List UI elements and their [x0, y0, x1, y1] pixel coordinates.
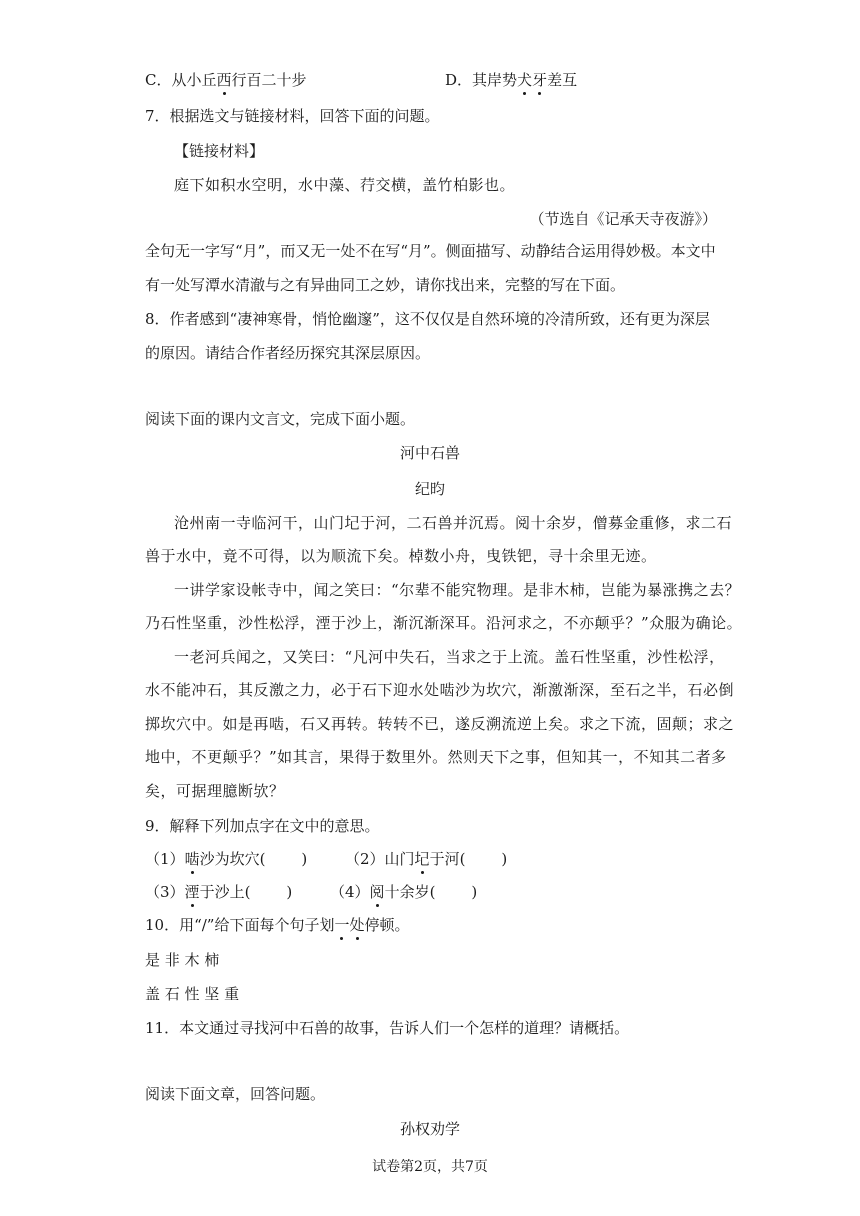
- link-material-text: 庭下如积水空明，水中藻、荇交横，盖竹柏影也。: [174, 176, 516, 194]
- page-footer: 试卷第2页，共7页: [372, 1159, 488, 1175]
- passage-line: 一老河兵闻之，又笑曰：“凡河中失石，当求之于上流。盖石性坚重，沙性松浮，: [174, 648, 725, 666]
- dotted-char: 啮: [184, 850, 200, 868]
- dotted-char: 一: [334, 916, 350, 934]
- passage-title-2: 孙权劝学: [399, 1120, 460, 1138]
- question-10-text-rest: 停顿。: [364, 916, 410, 934]
- option-d-dotted-char-2: 牙: [532, 71, 548, 89]
- dotted-char: 阅: [369, 883, 385, 901]
- question-10: [145, 915, 410, 935]
- option-c-text-rest: 行百二十步: [231, 71, 307, 89]
- option-c-text: 从小丘: [171, 71, 217, 89]
- item-number: （2）山门: [345, 850, 415, 868]
- item-text: 十余岁(: [384, 883, 436, 901]
- passage-line: 一讲学家设帐寺中，闻之笑曰：“尔辈不能究物理。是非木柿，岂能为暴涨携之去？: [174, 581, 741, 599]
- dotted-char: 处: [349, 916, 365, 934]
- close-paren: ): [286, 883, 293, 901]
- passage-title: 河中石兽: [399, 444, 460, 462]
- option-d-dotted-char-1: 犬: [517, 71, 533, 89]
- option-c-label: C．: [145, 71, 172, 89]
- question-7: 7．根据选文与链接材料，回答下面的问题。: [145, 107, 440, 125]
- passage-line: 水不能冲石，其反激之力，必于石下迎水处啮沙为坎穴，渐激渐深，至石之半，石必倒: [145, 681, 735, 699]
- passage-line: 地中，不更颠乎？”如其言，果得于数里外。然则天下之事，但知其一，不知其二者多: [145, 748, 727, 766]
- close-paren: ): [471, 883, 478, 901]
- option-d-text-rest: 差互: [547, 71, 578, 89]
- passage-line: 兽于水中，竟不可得，以为顺流下矣。棹数小舟，曳铁钯，寻十余里无迹。: [145, 547, 657, 565]
- item-number: （1）: [145, 850, 185, 868]
- section-intro-2: 阅读下面文章，回答问题。: [145, 1085, 326, 1103]
- passage-line: 乃石性坚重，沙性松浮，湮于沙上，渐沉渐深耳。沿河求之，不亦颠乎？”众服为确论。: [145, 614, 743, 632]
- question-11: 11．本文通过寻找河中石兽的故事，告诉人们一个怎样的道理？请概括。: [145, 1019, 630, 1037]
- option-d-label: D．: [445, 71, 473, 89]
- question-8-line-1: 8．作者感到“凄神寒骨，悄怆幽邃”，这不仅仅是自然环境的冷清所致，还有更为深层: [145, 310, 710, 328]
- item-number: （4）: [330, 883, 370, 901]
- dotted-char: 湮: [184, 883, 200, 901]
- sentence-2: 盖 石 性 坚 重: [145, 985, 240, 1003]
- option-d: [445, 70, 577, 90]
- question-7-body-line-1: 全句无一字写“月”，而又无一处不在写“月”。侧面描写、动静结合运用得妙极。本文中: [145, 242, 716, 260]
- item-number: （3）: [145, 883, 185, 901]
- question-9-item-1: [145, 849, 307, 869]
- item-text: 沙为坎穴(: [199, 850, 266, 868]
- option-c: [145, 70, 307, 90]
- close-paren: ): [301, 850, 308, 868]
- passage-line: 掷坎穴中。如是再啮，石又再转。转转不已，遂反溯流逆上矣。求之下流，固颠；求之: [145, 715, 735, 733]
- item-text: 于沙上(: [199, 883, 251, 901]
- link-material-title: 【链接材料】: [174, 142, 265, 160]
- question-9-item-2: [345, 849, 507, 869]
- question-9-item-3: [145, 882, 292, 902]
- option-c-dotted-char: 西: [216, 71, 232, 89]
- passage-author: 纪昀: [414, 480, 445, 498]
- link-material-source: （节选自《记承天寺夜游》）: [529, 210, 717, 228]
- close-paren: ): [501, 850, 508, 868]
- item-text: 于河(: [429, 850, 466, 868]
- question-9: 9．解释下列加点字在文中的意思。: [145, 817, 380, 835]
- question-8-line-2: 的原因。请结合作者经历探究其深层原因。: [145, 344, 431, 362]
- section-intro: 阅读下面的课内文言文，完成下面小题。: [145, 410, 416, 428]
- sentence-1: 是 非 木 柿: [145, 951, 220, 969]
- option-d-text: 其岸势: [472, 71, 518, 89]
- question-7-body-line-2: 有一处写潭水清澈与之有异曲同工之妙，请你找出来，完整的写在下面。: [145, 276, 626, 294]
- question-10-text: 10．用“/”给下面每个句子划: [145, 916, 335, 934]
- question-9-item-4: [330, 882, 477, 902]
- passage-line: 矣，可据理臆断欤？: [145, 782, 285, 800]
- dotted-char: 圮: [414, 850, 430, 868]
- passage-line: 沧州南一寺临河干，山门圮于河，二石兽并沉焉。阅十余岁，僧募金重修，求二石: [174, 514, 733, 532]
